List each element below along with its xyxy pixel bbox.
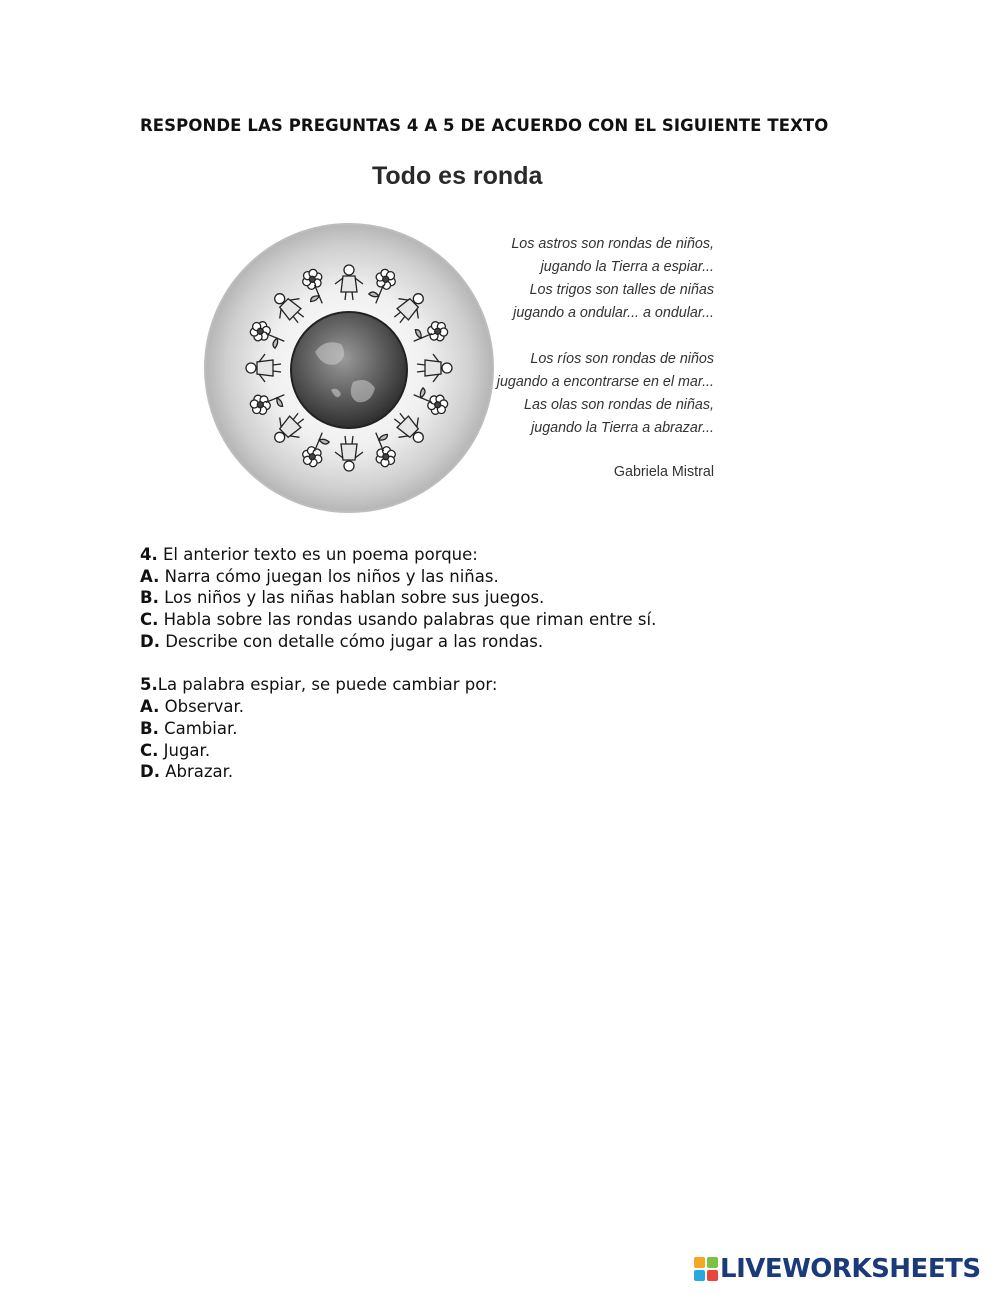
poem-line: Los trigos son talles de niñas xyxy=(529,282,714,298)
question-5-option-c[interactable]: C. Jugar. xyxy=(140,740,211,760)
question-4-option-a[interactable]: A. Narra cómo juegan los niños y las niñas. xyxy=(140,566,499,586)
brand-name: LIVEWORKSHEETS xyxy=(720,1254,981,1284)
question-4-option-d[interactable]: D. Describe con detalle cómo jugar a las rondas. xyxy=(140,631,544,651)
question-4-option-b[interactable]: B. Los niños y las niñas hablan sobre sus juegos. xyxy=(140,588,545,608)
poem-line: jugando a ondular... a ondular... xyxy=(513,305,714,321)
liveworksheets-brand[interactable] xyxy=(694,1252,981,1286)
poem-text xyxy=(470,233,714,440)
question-5-option-d[interactable]: D. Abrazar. xyxy=(140,762,234,782)
poem-line: jugando a encontrarse en el mar... xyxy=(496,374,714,390)
question-5-option-b[interactable]: B. Cambiar. xyxy=(140,718,238,738)
poem-author: Gabriela Mistral xyxy=(613,464,714,480)
poem-line: Los astros son rondas de niños, xyxy=(511,236,714,252)
poem-line: Los ríos son rondas de niños xyxy=(530,351,714,367)
liveworksheets-logo-icon xyxy=(694,1257,718,1281)
question-5-prompt: 5.La palabra espiar, se puede cambiar por: xyxy=(140,675,498,695)
poem-line: jugando la Tierra a abrazar... xyxy=(531,420,714,436)
question-4-option-c[interactable]: C. Habla sobre las rondas usando palabras que riman entre sí. xyxy=(140,610,657,630)
children-ring-illustration xyxy=(203,222,495,514)
question-4-prompt: 4. El anterior texto es un poema porque: xyxy=(140,545,478,564)
poem-line: Las olas son rondas de niñas, xyxy=(524,397,714,413)
question-5-option-a[interactable]: A. Observar. xyxy=(140,697,244,717)
poem-line: jugando la Tierra a espiar... xyxy=(540,259,714,275)
poem-title: Todo es ronda xyxy=(372,162,543,190)
instructions-heading: RESPONDE LAS PREGUNTAS 4 A 5 DE ACUERDO CON EL SIGUIENTE TEXTO xyxy=(140,116,829,135)
questions-section xyxy=(140,544,900,783)
